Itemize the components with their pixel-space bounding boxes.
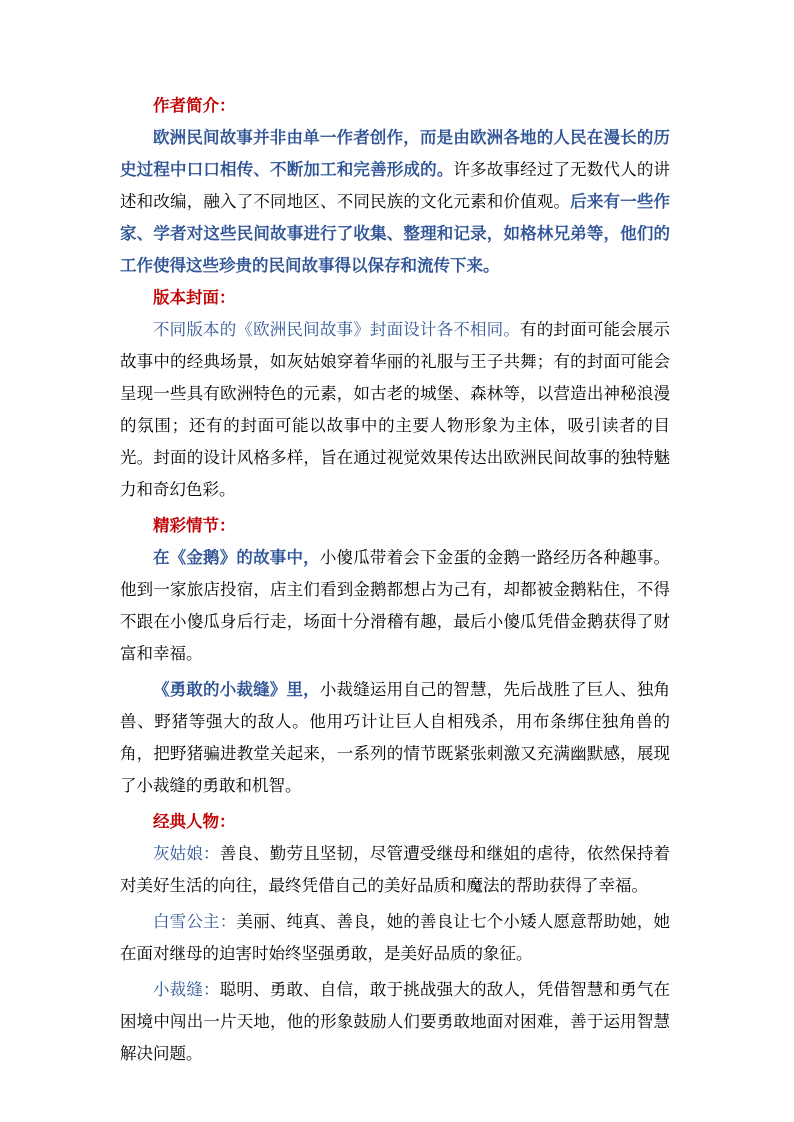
author-highlight-2: 后来有一些作家、学者对这些民间故事进行了收集、整理和记录，如格林兄弟等，他们的工作使得这些珍贵的民间故事得以保存和流传下来。 [120, 192, 670, 275]
cover-paragraph [120, 314, 670, 506]
character-snow-white [120, 906, 670, 970]
plot-plain-text-2: 小裁缝运用自己的智慧，先后战胜了巨人、独角兽、野猪等强大的敌人。他用巧计让巨人自相残杀，用布条绑住独角兽的角，把野猪骗进教堂关起来，一系列的情节既紧张刺激又充满幽默感，展现了小裁缝的勇敢和机智。 [120, 680, 671, 795]
plot-highlight-2: 《勇敢的小裁缝》里， [153, 680, 320, 699]
character-desc-snow-white: 美丽、纯真、善良，她的善良让七个小矮人愿意帮助她，她在面对继母的迫害时始终坚强勇敢，是美好品质的象征。 [120, 912, 671, 963]
character-name-snow-white: 白雪公主： [153, 912, 237, 931]
character-name-tailor: 小裁缝： [153, 980, 220, 999]
characters-heading: 经典人物： [153, 812, 236, 831]
character-desc-tailor: 聪明、勇敢、自信，敢于挑战强大的敌人，凭借智慧和勇气在困境中闯出一片天地，他的形象鼓励人们要勇敢地面对困难，善于运用智慧解决问题。 [120, 980, 671, 1063]
cover-heading: 版本封面： [153, 288, 236, 307]
document-page [120, 90, 670, 1070]
author-heading: 作者简介： [153, 96, 236, 115]
author-highlight-1: 欧洲民间故事并非由单一作者创作，而是由欧洲各地的人民在漫长的历史过程中口口相传、不断加工和完善形成的。 [120, 128, 670, 179]
cover-highlight: 不同版本的《欧洲民间故事》封面设计各不相同。 [153, 320, 521, 339]
character-tailor [120, 974, 670, 1070]
character-name-cinderella: 灰姑娘： [153, 844, 220, 863]
plot-paragraph-golden-goose [120, 542, 670, 670]
cover-plain-text: 有的封面可能会展示故事中的经典场景，如灰姑娘穿着华丽的礼服与王子共舞；有的封面可能会呈现一些具有欧洲特色的元素，如古老的城堡、森林等，以营造出神秘浪漫的氛围；还有的封面可能以故事中的主要人物形象为主体，吸引读者的目光。封面的设计风格多样，旨在通过视觉效果传达出欧洲民间故事的独特魅力和奇幻色彩。 [120, 320, 671, 499]
author-paragraph [120, 122, 670, 282]
plot-plain-text-1: 小傻瓜带着会下金蛋的金鹅一路经历各种趣事。他到一家旅店投宿，店主们看到金鹅都想占为己有，却都被金鹅粘住，不得不跟在小傻瓜身后行走，场面十分滑稽有趣，最后小傻瓜凭借金鹅获得了财富和幸福。 [120, 548, 671, 663]
plot-heading: 精彩情节： [153, 516, 236, 535]
plot-paragraph-tailor [120, 674, 670, 802]
character-desc-cinderella: 善良、勤劳且坚韧，尽管遭受继母和继姐的虐待，依然保持着对美好生活的向往，最终凭借自己的美好品质和魔法的帮助获得了幸福。 [120, 844, 671, 895]
plot-highlight-1: 在《金鹅》的故事中， [153, 548, 320, 567]
character-cinderella [120, 838, 670, 902]
author-plain-text: 许多故事经过了无数代人的讲述和改编，融入了不同地区、不同民族的文化元素和价值观。 [120, 160, 670, 211]
